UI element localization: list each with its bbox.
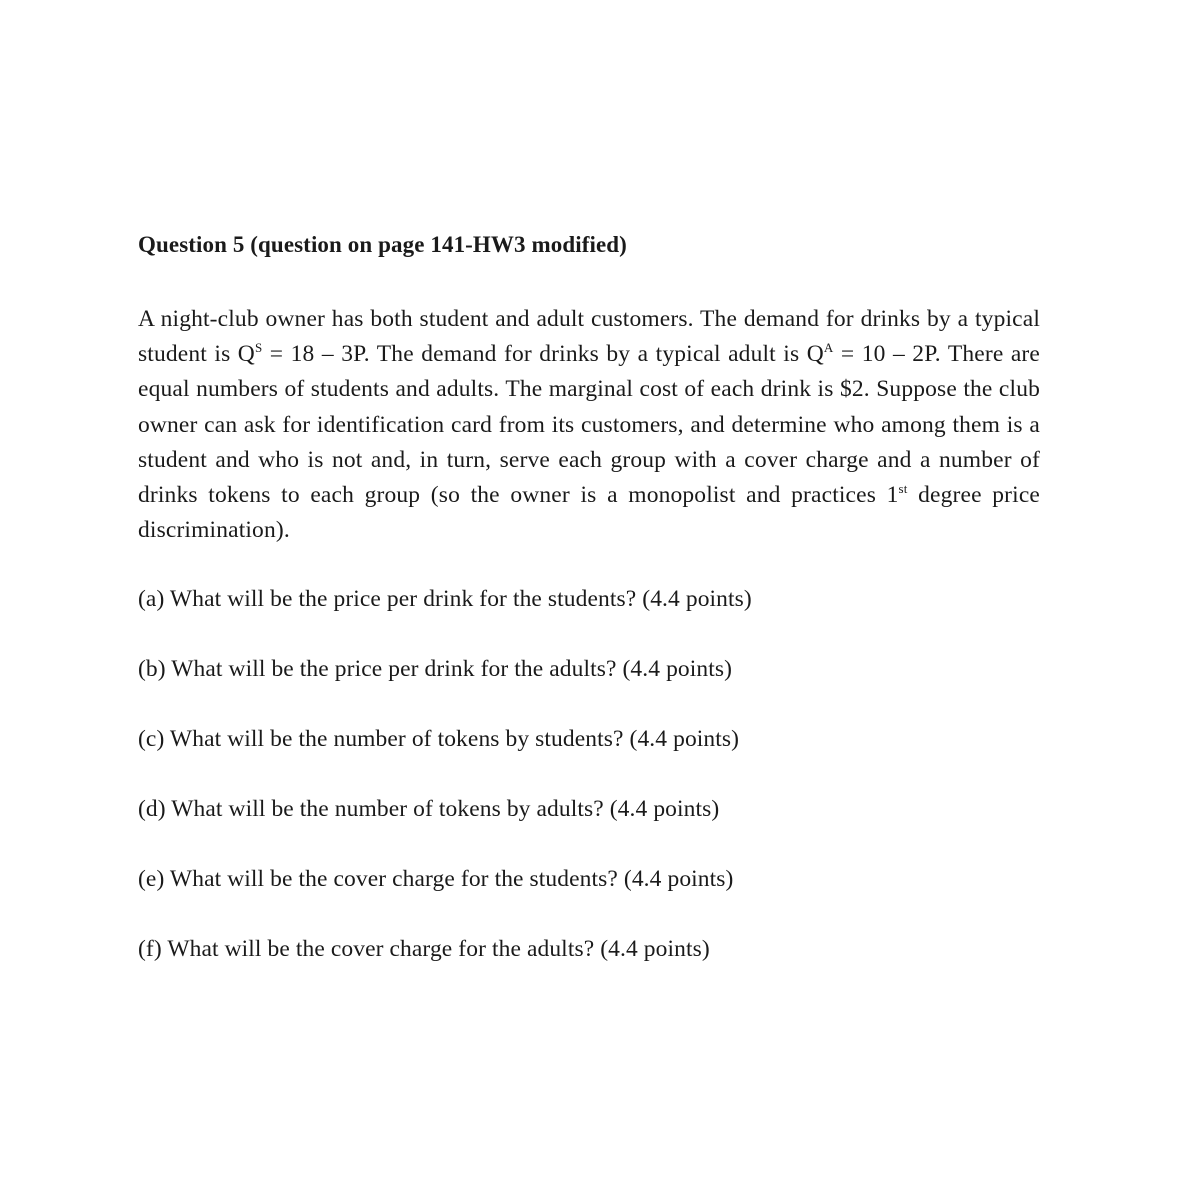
statement-text-1: A night-club owner has both student and adult customers. The demand for drinks by a typical student is Q [138,306,1040,368]
problem-statement [138,302,1040,548]
sub-question-b: (b) What will be the price per drink for the adults? (4.4 points) [138,656,733,683]
question-document [138,226,1040,1002]
statement-text-2: = 18 – 3P. The demand for drinks by a typical adult is Q [262,341,824,368]
sub-question-e: (e) What will be the cover charge for the students? (4.4 points) [138,866,734,893]
sub-question-list [138,582,1040,1002]
sub-question-c: (c) What will be the number of tokens by students? (4.4 points) [138,726,740,753]
sub-question-d: (d) What will be the number of tokens by adults? (4.4 points) [138,796,720,823]
statement-text-4: degree price discrimination). [138,482,1040,544]
question-title: Question 5 (question on page 141-HW3 modified) [138,232,627,257]
sub-question-a: (a) What will be the price per drink for the students? (4.4 points) [138,586,752,613]
ordinal-superscript: st [898,481,908,497]
adult-superscript: A [823,340,834,356]
sub-question-f: (f) What will be the cover charge for the adults? (4.4 points) [138,936,710,963]
statement-text-3: = 10 – 2P. There are equal numbers of students and adults. The marginal cost of each drink is $2. Suppose the club owner can ask for identification card from its customers, and determine who among them is a student and who is not and, in turn, serve each group with a cover charge and a number of drinks tokens to each group (so the owner is a monopolist and practices 1 [138,341,1040,509]
student-superscript: S [254,340,263,356]
